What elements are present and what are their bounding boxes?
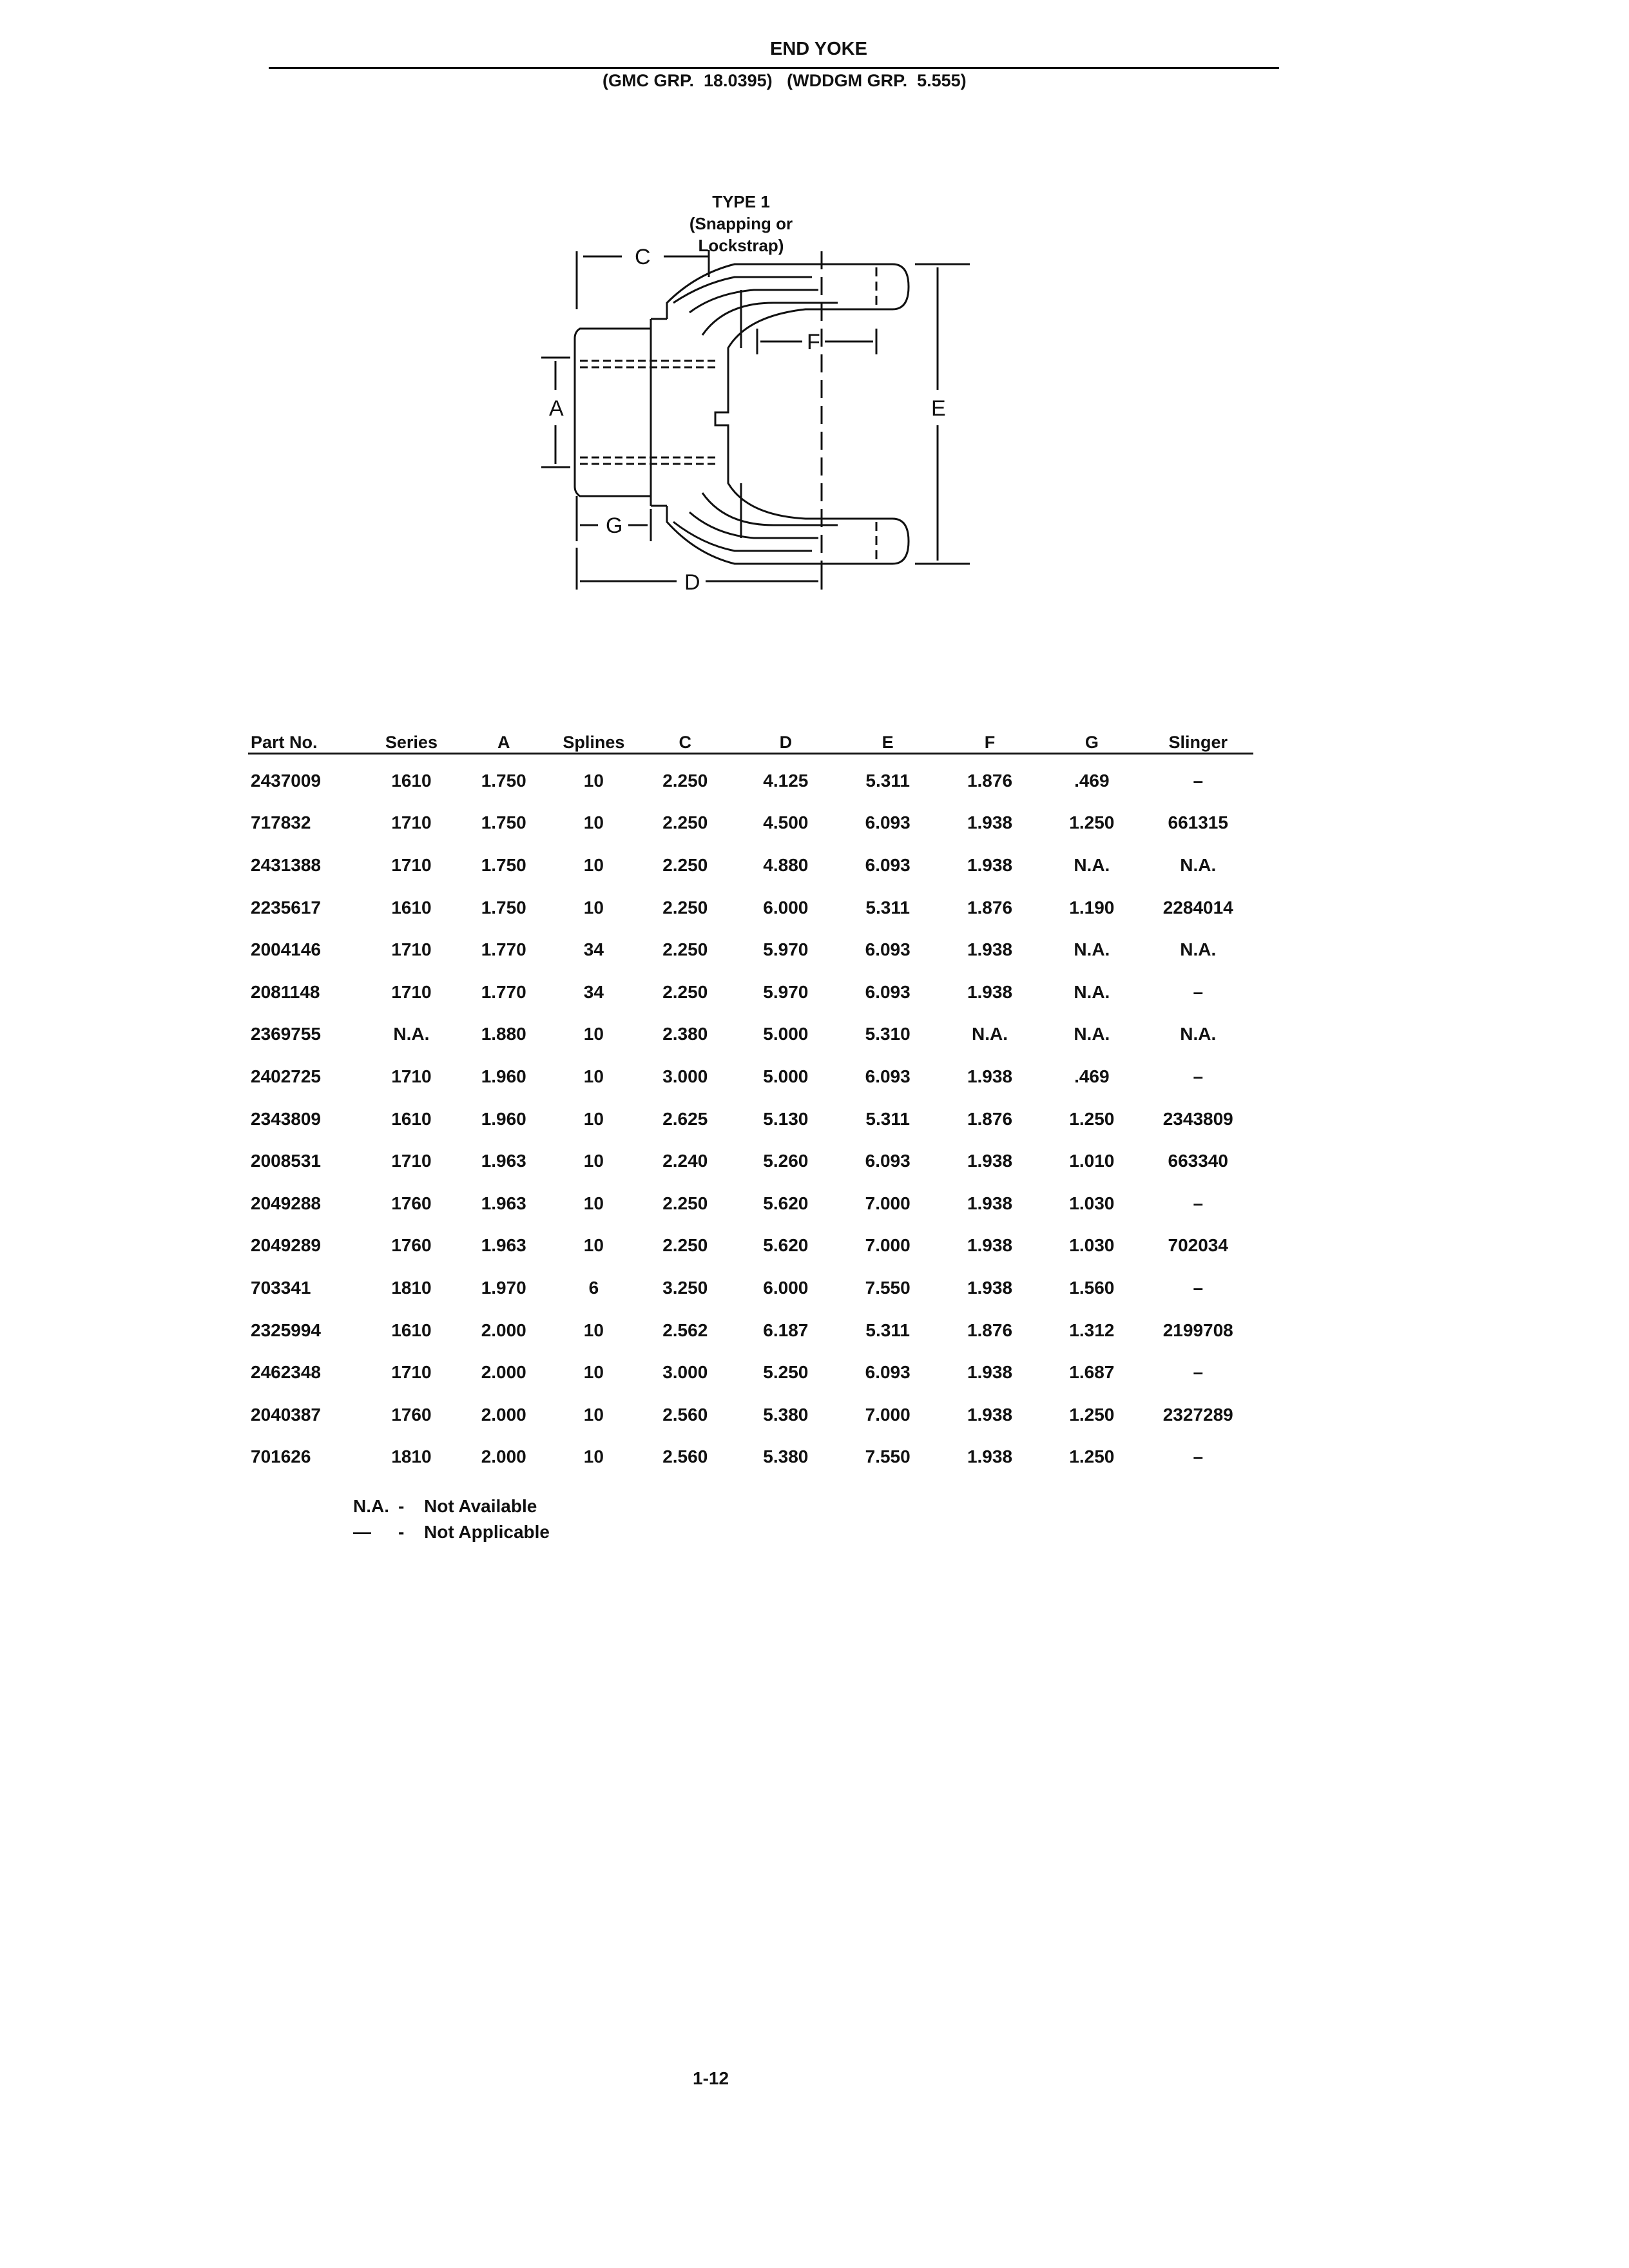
cell-c: 2.250 xyxy=(662,1193,708,1213)
legend-text: Not Applicable xyxy=(424,1522,550,1542)
cell-f: 1.938 xyxy=(967,939,1013,960)
cell-a: 2.000 xyxy=(481,1320,526,1340)
col-header-c: C xyxy=(635,722,735,754)
cell-g: 1.250 xyxy=(1069,1108,1115,1129)
end-yoke-parts-table xyxy=(248,722,1253,1478)
cell-c: 2.250 xyxy=(662,854,708,875)
cell-part-no: 701626 xyxy=(251,1446,311,1467)
cell-part-no: 2343809 xyxy=(251,1108,322,1129)
table-row xyxy=(248,1394,1253,1436)
cell-c: 2.250 xyxy=(662,897,708,918)
dim-label-f: F xyxy=(807,330,820,354)
end-yoke-diagram xyxy=(541,238,992,612)
cell-e: 5.311 xyxy=(865,897,910,918)
legend-separator: - xyxy=(398,1496,405,1516)
cell-a: 1.770 xyxy=(481,939,526,960)
cell-g: N.A. xyxy=(1074,1024,1110,1044)
cell-series: 1610 xyxy=(391,770,432,791)
cell-part-no: 2049288 xyxy=(251,1193,322,1213)
cell-part-no: 2040387 xyxy=(251,1404,322,1425)
col-header-e: E xyxy=(837,722,939,754)
cell-g: 1.250 xyxy=(1069,1404,1115,1425)
cell-splines: 10 xyxy=(583,812,604,833)
cell-e: 5.311 xyxy=(865,770,910,791)
legend-separator: - xyxy=(398,1522,405,1542)
cell-slinger: 702034 xyxy=(1168,1235,1228,1256)
cell-f: 1.938 xyxy=(967,1151,1013,1171)
figure-type-label: TYPE 1 xyxy=(712,192,770,211)
cell-slinger: N.A. xyxy=(1180,1024,1217,1044)
cell-series: 1610 xyxy=(391,1320,432,1340)
cell-a: 1.960 xyxy=(481,1108,526,1129)
cell-c: 2.250 xyxy=(662,939,708,960)
cell-f: 1.938 xyxy=(967,854,1013,875)
cell-splines: 10 xyxy=(583,1235,604,1256)
cell-f: N.A. xyxy=(971,1024,1008,1044)
cell-series: 1810 xyxy=(391,1446,432,1467)
cell-series: 1710 xyxy=(391,1151,432,1171)
col-header-a: A xyxy=(456,722,552,754)
cell-series: 1710 xyxy=(391,854,432,875)
cell-series: 1710 xyxy=(391,981,432,1002)
cell-splines: 10 xyxy=(583,770,604,791)
cell-slinger: 2327289 xyxy=(1162,1404,1233,1425)
cell-e: 6.093 xyxy=(865,981,911,1002)
cell-d: 5.970 xyxy=(763,981,809,1002)
table-row xyxy=(248,887,1253,929)
cell-splines: 10 xyxy=(583,1193,604,1213)
cell-c: 3.250 xyxy=(662,1277,708,1298)
page-title: END YOKE xyxy=(770,39,867,59)
table-row xyxy=(248,1351,1253,1394)
cell-d: 6.187 xyxy=(763,1320,809,1340)
cell-e: 7.550 xyxy=(865,1446,911,1467)
cell-splines: 34 xyxy=(583,981,604,1002)
page-number: 1-12 xyxy=(693,2068,729,2088)
cell-e: 7.000 xyxy=(865,1404,911,1425)
legend-row-na xyxy=(353,1494,550,1519)
cell-a: 1.963 xyxy=(481,1193,526,1213)
cell-series: 1710 xyxy=(391,939,432,960)
cell-g: 1.030 xyxy=(1069,1193,1115,1213)
cell-a: 1.750 xyxy=(481,770,526,791)
col-header-f: F xyxy=(939,722,1041,754)
cell-series: 1760 xyxy=(391,1193,432,1213)
cell-d: 5.130 xyxy=(763,1108,809,1129)
cell-d: 5.260 xyxy=(763,1151,809,1171)
table-row xyxy=(248,971,1253,1014)
dim-label-c: C xyxy=(635,245,651,269)
cell-d: 5.970 xyxy=(763,939,809,960)
cell-c: 2.625 xyxy=(662,1108,708,1129)
table-row xyxy=(248,1098,1253,1140)
col-header-splines: Splines xyxy=(552,722,635,754)
legend-row-dash xyxy=(353,1519,550,1545)
cell-d: 4.880 xyxy=(763,854,809,875)
cell-e: 5.310 xyxy=(865,1024,911,1044)
cell-g: 1.010 xyxy=(1069,1151,1115,1171)
table-row xyxy=(248,1436,1253,1479)
cell-f: 1.938 xyxy=(967,1066,1013,1086)
table-row xyxy=(248,1267,1253,1309)
col-header-part-no: Part No. xyxy=(248,722,367,754)
cell-c: 3.000 xyxy=(662,1066,708,1086)
cell-f: 1.938 xyxy=(967,1235,1013,1256)
cell-series: 1610 xyxy=(391,1108,432,1129)
cell-d: 5.620 xyxy=(763,1235,809,1256)
cell-d: 5.380 xyxy=(763,1404,809,1425)
cell-part-no: 2008531 xyxy=(251,1151,322,1171)
cell-c: 2.250 xyxy=(662,981,708,1002)
cell-part-no: 2402725 xyxy=(251,1066,322,1086)
table-row xyxy=(248,1140,1253,1182)
cell-c: 3.000 xyxy=(662,1362,708,1383)
cell-e: 5.311 xyxy=(865,1108,910,1129)
cell-d: 5.000 xyxy=(763,1066,809,1086)
dim-label-e: E xyxy=(931,396,946,421)
cell-g: 1.190 xyxy=(1069,897,1115,918)
table-row xyxy=(248,1055,1253,1098)
cell-slinger: 2284014 xyxy=(1162,897,1233,918)
cell-a: 2.000 xyxy=(481,1404,526,1425)
cell-series: 1710 xyxy=(391,1066,432,1086)
cell-a: 1.960 xyxy=(481,1066,526,1086)
cell-slinger: 663340 xyxy=(1168,1151,1228,1171)
cell-splines: 10 xyxy=(583,1024,604,1044)
cell-c: 2.380 xyxy=(662,1024,708,1044)
cell-c: 2.562 xyxy=(662,1320,708,1340)
cell-part-no: 717832 xyxy=(251,812,311,833)
cell-a: 1.963 xyxy=(481,1151,526,1171)
cell-e: 6.093 xyxy=(865,1066,911,1086)
cell-series: 1610 xyxy=(391,897,432,918)
dim-label-g: G xyxy=(606,514,623,538)
cell-series: 1710 xyxy=(391,1362,432,1383)
title-rule xyxy=(269,67,1279,69)
cell-e: 6.093 xyxy=(865,812,911,833)
cell-slinger: – xyxy=(1193,1446,1204,1467)
cell-d: 4.125 xyxy=(763,770,809,791)
legend xyxy=(353,1494,550,1545)
cell-splines: 10 xyxy=(583,1151,604,1171)
cell-g: .469 xyxy=(1074,1066,1110,1086)
cell-slinger: – xyxy=(1193,981,1204,1002)
cell-a: 1.963 xyxy=(481,1235,526,1256)
cell-d: 6.000 xyxy=(763,897,809,918)
table-body xyxy=(248,754,1253,1479)
cell-d: 5.380 xyxy=(763,1446,809,1467)
cell-c: 2.560 xyxy=(662,1446,708,1467)
cell-g: 1.312 xyxy=(1069,1320,1115,1340)
cell-splines: 10 xyxy=(583,1320,604,1340)
cell-e: 6.093 xyxy=(865,1362,911,1383)
cell-series: 1760 xyxy=(391,1404,432,1425)
cell-c: 2.250 xyxy=(662,770,708,791)
cell-splines: 10 xyxy=(583,1446,604,1467)
table-row xyxy=(248,1309,1253,1352)
table-row xyxy=(248,1014,1253,1056)
cell-e: 6.093 xyxy=(865,1151,911,1171)
cell-part-no: 2049289 xyxy=(251,1235,322,1256)
table-header-row xyxy=(248,722,1253,754)
table-row xyxy=(248,1182,1253,1225)
cell-f: 1.938 xyxy=(967,1362,1013,1383)
cell-e: 7.550 xyxy=(865,1277,911,1298)
cell-c: 2.250 xyxy=(662,1235,708,1256)
col-header-series: Series xyxy=(367,722,456,754)
cell-g: 1.250 xyxy=(1069,812,1115,833)
table-row xyxy=(248,802,1253,845)
cell-d: 5.620 xyxy=(763,1193,809,1213)
cell-f: 1.938 xyxy=(967,812,1013,833)
table-row xyxy=(248,844,1253,887)
cell-g: .469 xyxy=(1074,770,1110,791)
cell-splines: 10 xyxy=(583,1108,604,1129)
cell-slinger: N.A. xyxy=(1180,939,1217,960)
cell-slinger: – xyxy=(1193,770,1204,791)
cell-a: 1.750 xyxy=(481,897,526,918)
cell-e: 6.093 xyxy=(865,939,911,960)
legend-text: Not Available xyxy=(424,1496,537,1516)
cell-part-no: 703341 xyxy=(251,1277,311,1298)
cell-g: 1.250 xyxy=(1069,1446,1115,1467)
cell-f: 1.938 xyxy=(967,1193,1013,1213)
cell-splines: 6 xyxy=(588,1277,599,1298)
legend-abbr: — xyxy=(353,1522,371,1542)
cell-part-no: 2437009 xyxy=(251,770,322,791)
cell-g: 1.687 xyxy=(1069,1362,1115,1383)
cell-g: 1.030 xyxy=(1069,1235,1115,1256)
col-header-g: G xyxy=(1041,722,1142,754)
table-row xyxy=(248,1225,1253,1267)
cell-slinger: 2343809 xyxy=(1162,1108,1233,1129)
cell-g: N.A. xyxy=(1074,981,1110,1002)
cell-slinger: 661315 xyxy=(1168,812,1228,833)
cell-g: N.A. xyxy=(1074,939,1110,960)
cell-part-no: 2462348 xyxy=(251,1362,322,1383)
figure-type-subtitle: (Snapping or Lockstrap) xyxy=(689,214,793,255)
cell-slinger: – xyxy=(1193,1277,1204,1298)
cell-f: 1.938 xyxy=(967,1277,1013,1298)
cell-e: 5.311 xyxy=(865,1320,910,1340)
cell-series: 1810 xyxy=(391,1277,432,1298)
cell-series: 1710 xyxy=(391,812,432,833)
cell-splines: 34 xyxy=(583,939,604,960)
cell-d: 6.000 xyxy=(763,1277,809,1298)
cell-series: 1760 xyxy=(391,1235,432,1256)
cell-d: 5.250 xyxy=(763,1362,809,1383)
cell-a: 2.000 xyxy=(481,1362,526,1383)
table-row xyxy=(248,754,1253,802)
cell-c: 2.240 xyxy=(662,1151,708,1171)
cell-slinger: – xyxy=(1193,1362,1204,1383)
cell-slinger: – xyxy=(1193,1066,1204,1086)
cell-splines: 10 xyxy=(583,1066,604,1086)
cell-splines: 10 xyxy=(583,1362,604,1383)
dim-label-d: D xyxy=(684,570,700,595)
cell-f: 1.876 xyxy=(967,897,1013,918)
cell-c: 2.560 xyxy=(662,1404,708,1425)
group-numbers: (GMC GRP. 18.0395) (WDDGM GRP. 5.555) xyxy=(602,71,967,90)
cell-f: 1.938 xyxy=(967,1446,1013,1467)
cell-e: 6.093 xyxy=(865,854,911,875)
cell-splines: 10 xyxy=(583,854,604,875)
cell-part-no: 2081148 xyxy=(251,981,320,1002)
cell-splines: 10 xyxy=(583,1404,604,1425)
dim-label-a: A xyxy=(549,396,564,421)
cell-slinger: – xyxy=(1193,1193,1204,1213)
cell-part-no: 2004146 xyxy=(251,939,322,960)
cell-a: 1.880 xyxy=(481,1024,526,1044)
cell-part-no: 2369755 xyxy=(251,1024,322,1044)
col-header-slinger: Slinger xyxy=(1142,722,1253,754)
cell-f: 1.876 xyxy=(967,770,1013,791)
cell-f: 1.876 xyxy=(967,1320,1013,1340)
cell-d: 4.500 xyxy=(763,812,809,833)
cell-f: 1.938 xyxy=(967,1404,1013,1425)
cell-a: 1.970 xyxy=(481,1277,526,1298)
cell-a: 1.770 xyxy=(481,981,526,1002)
cell-splines: 10 xyxy=(583,897,604,918)
cell-a: 1.750 xyxy=(481,854,526,875)
table-row xyxy=(248,928,1253,971)
cell-part-no: 2235617 xyxy=(251,897,322,918)
cell-part-no: 2431388 xyxy=(251,854,322,875)
cell-c: 2.250 xyxy=(662,812,708,833)
cell-a: 1.750 xyxy=(481,812,526,833)
col-header-d: D xyxy=(735,722,836,754)
cell-part-no: 2325994 xyxy=(251,1320,322,1340)
cell-f: 1.938 xyxy=(967,981,1013,1002)
cell-g: 1.560 xyxy=(1069,1277,1115,1298)
legend-abbr: N.A. xyxy=(353,1496,389,1516)
cell-e: 7.000 xyxy=(865,1235,911,1256)
cell-slinger: 2199708 xyxy=(1162,1320,1233,1340)
cell-e: 7.000 xyxy=(865,1193,911,1213)
cell-f: 1.876 xyxy=(967,1108,1013,1129)
cell-a: 2.000 xyxy=(481,1446,526,1467)
cell-d: 5.000 xyxy=(763,1024,809,1044)
cell-series: N.A. xyxy=(393,1024,430,1044)
cell-slinger: N.A. xyxy=(1180,854,1217,875)
cell-g: N.A. xyxy=(1074,854,1110,875)
